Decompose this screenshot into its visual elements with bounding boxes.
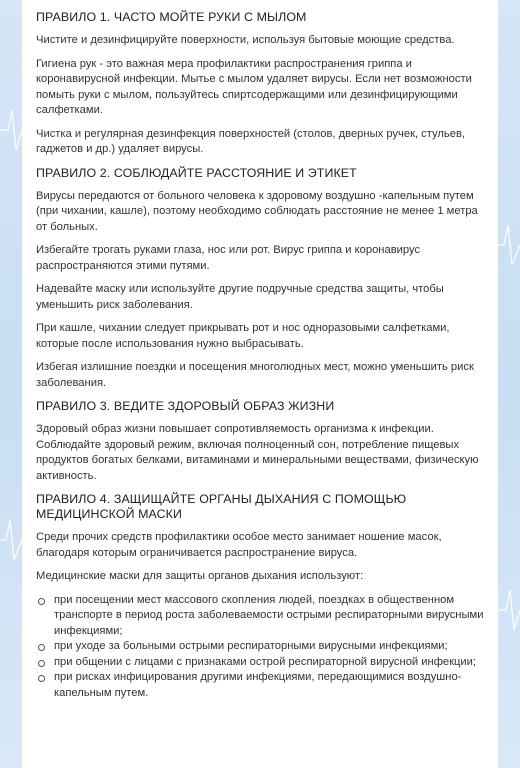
bullet-icon: [38, 675, 45, 682]
rule-1-paragraph: Чистите и дезинфицируйте поверхности, используя бытовые моющие средства.: [36, 34, 455, 46]
rule-2-paragraph: Вирусы передаются от больного человека к здоровому воздушно -капельным путем (при чихании, кашле), поэтому необходимо соблюдать расстояние не менее 1 метра от больных.: [36, 189, 478, 233]
heartbeat-line-decoration: [0, 0, 22, 768]
list-item-text: при общении с лицами с признаками острой респираторной вирусной инфекции;: [54, 655, 477, 668]
rule-1-paragraph: Чистка и регулярная дезинфекция поверхностей (столов, дверных ручек, стульев, гаджетов и др.) удаляет вирусы.: [36, 127, 465, 155]
list-item: [36, 655, 484, 671]
list-item-text: при уходе за больными острыми респираторными вирусными инфекциями;: [54, 640, 448, 652]
rule-2-paragraph: Избегая излишние поездки и посещения многолюдных мест, можно уменьшить риск заболевания.: [36, 361, 474, 389]
bullet-icon: [38, 598, 45, 605]
right-background-strip: [498, 0, 520, 768]
rule-3-title: ПРАВИЛО 3. ВЕДИТЕ ЗДОРОВЫЙ ОБРАЗ ЖИЗНИ: [36, 399, 335, 413]
list-item-text: при посещении мест массового скопления людей, поездках в общественном транспорте в период роста заболеваемости острыми респираторными вирусными инфекциями;: [54, 593, 484, 637]
rule-2-paragraph: При кашле, чихании следует прикрывать рот и нос одноразовыми салфетками, которые после использования нужно выбрасывать.: [36, 322, 450, 350]
mask-usage-list: [36, 593, 484, 702]
rule-4-paragraph: Медицинские маски для защиты органов дыхания используют:: [36, 570, 364, 582]
list-item-text: при рисках инфицирования другими инфекциями, передающимися воздушно-капельным путем.: [54, 671, 462, 699]
list-item: [36, 670, 484, 701]
list-item: [36, 639, 484, 655]
left-background-strip: [0, 0, 22, 768]
rule-1-paragraph: Гигиена рук - это важная мера профилактики распространения гриппа и коронавирусной инфекции. Мытье с мылом удаляет вирусы. Если нет возможности помыть руки с мылом, пользуйтесь спиртсодержащими или дезинфицирующими салфетками.: [36, 57, 472, 116]
rule-2-section: [36, 166, 484, 392]
rule-4-section: [36, 492, 484, 701]
heartbeat-line-decoration-right: [498, 0, 520, 768]
rule-4-title: ПРАВИЛО 4. ЗАЩИЩАЙТЕ ОРГАНЫ ДЫХАНИЯ С ПОМОЩЬЮ МЕДИЦИНСКОЙ МАСКИ: [36, 492, 407, 521]
list-item: [36, 593, 484, 640]
bullet-icon: [38, 644, 45, 651]
rule-2-paragraph: Надевайте маску или используйте другие подручные средства защиты, чтобы уменьшить риск заболевания.: [36, 283, 444, 311]
rule-4-paragraph: Среди прочих средств профилактики особое место занимает ношение масок, благодаря которым ограничивается распространение вируса.: [36, 531, 442, 559]
rule-2-title: ПРАВИЛО 2. СОБЛЮДАЙТЕ РАССТОЯНИЕ И ЭТИКЕТ: [36, 165, 357, 180]
rule-3-section: [36, 399, 484, 484]
rule-3-paragraph: Здоровый образ жизни повышает сопротивляемость организма к инфекции. Соблюдайте здоровый режим, включая полноценный сон, потребление пищевых продуктов богатых белками, витаминами и минеральными веществами, физическую активность.: [36, 423, 479, 482]
rule-2-paragraph: Избегайте трогать руками глаза, нос или рот. Вирус гриппа и коронавирус распространяются этими путями.: [36, 244, 421, 272]
content-card: [22, 0, 498, 768]
rule-1-title: ПРАВИЛО 1. ЧАСТО МОЙТЕ РУКИ С МЫЛОМ: [36, 10, 307, 24]
bullet-icon: [38, 660, 45, 667]
rule-1-section: [36, 10, 484, 158]
